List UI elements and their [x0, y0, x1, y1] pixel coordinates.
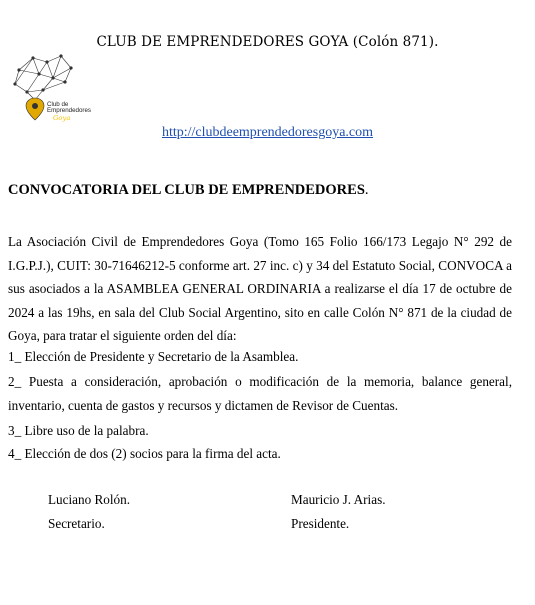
notice-heading-period: .: [364, 182, 369, 198]
logo-line-3: Goya: [53, 114, 71, 122]
president-role: Presidente.: [291, 516, 350, 531]
website-link[interactable]: http://clubdeemprendedoresgoya.com: [161, 125, 374, 140]
notice-body-paragraph: La Asociación Civil de Emprendedores Goya (Tomo 165 Folio 166/173 Legajo N° 292 de I.G.P.J.), CUIT: 30-71646212-5 conforme art. 27 inc. c) y 34 del Estatuto Social, CONVOCA a sus asociados a la ASAMBLEA GENERAL ORDINARIA a realizarse el día 17 de octubre de 2024 a las 19hs, en sala del Club Social Argentino, sito en calle Colón N° 871 de la ciudad de Goya, para tratar el siguiente orden del día:: [8, 234, 512, 343]
agenda-item: 3_ Libre uso de la palabra.: [8, 423, 149, 438]
secretary-name: Luciano Rolón.: [48, 492, 131, 507]
agenda-item: 1_ Elección de Presidente y Secretario de la Asamblea.: [8, 349, 299, 364]
agenda-item: 2_ Puesta a consideración, aprobación o modificación de la memoria, balance general, inventario, cuenta de gastos y recursos y dictamen de Revisor de Cuentas.: [8, 374, 512, 413]
president-name: Mauricio J. Arias.: [291, 492, 386, 507]
agenda-item: 4_ Elección de dos (2) socios para la firma del acta.: [8, 446, 281, 461]
logo-line-2: Emprendedores: [47, 107, 91, 114]
notice-heading: [8, 182, 369, 199]
notice-heading-text: CONVOCATORIA DEL CLUB DE EMPRENDEDORES: [8, 182, 365, 198]
club-logo: [9, 52, 91, 124]
network-pin-logo-icon: [9, 52, 91, 124]
document-header-title: CLUB DE EMPRENDEDORES GOYA (Colón 871).: [96, 34, 439, 50]
logo-line-1: Club de: [47, 101, 69, 108]
secretary-role: Secretario.: [48, 516, 105, 531]
